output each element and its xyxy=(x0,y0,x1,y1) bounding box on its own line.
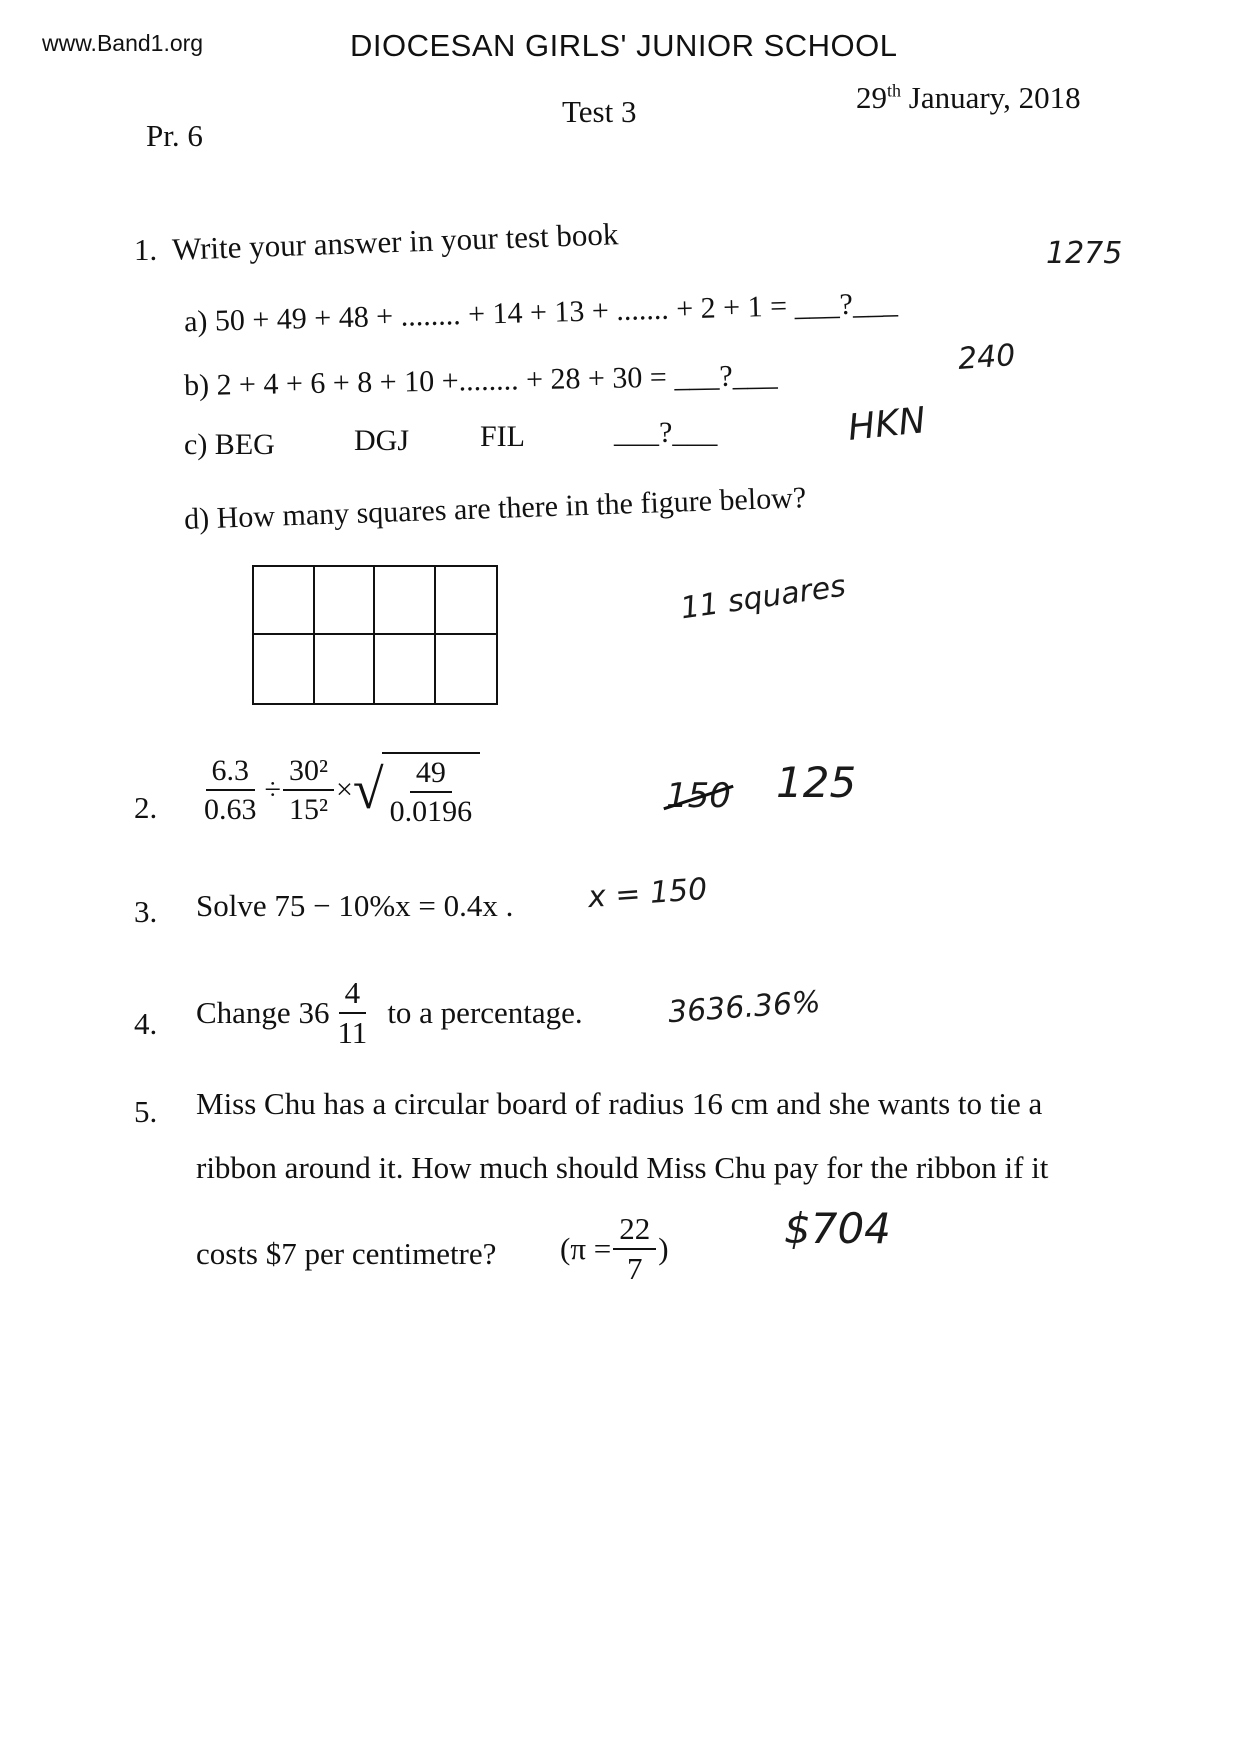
q2-f3-denominator: 0.0196 xyxy=(389,795,473,828)
grid-cell xyxy=(254,635,315,703)
q4-fraction xyxy=(331,976,373,1050)
q5-pi-numerator: 22 xyxy=(613,1212,656,1250)
q4-numerator: 4 xyxy=(339,976,367,1014)
q5-number: 5. xyxy=(134,1094,158,1129)
q3-answer: x = 150 xyxy=(586,871,709,916)
q1d-text: d) How many squares are there in the figure below? xyxy=(183,481,807,536)
class-label: Pr. 6 xyxy=(146,118,203,153)
q5-pi-note xyxy=(560,1212,669,1286)
q1b-text: b) 2 + 4 + 6 + 8 + 10 +........ + 28 + 30 = ___?___ xyxy=(183,358,778,403)
q2-f3-numerator: 49 xyxy=(410,756,452,793)
q5-pi-prefix: (π = xyxy=(560,1231,612,1267)
test-title: Test 3 xyxy=(562,94,637,129)
q5-line-3: costs $7 per centimetre? xyxy=(196,1236,497,1271)
q5-answer: $704 xyxy=(784,1204,891,1253)
q2-f1-denominator: 0.63 xyxy=(204,793,257,826)
q5-pi-denominator: 7 xyxy=(626,1251,643,1287)
grid-cell xyxy=(436,635,497,703)
radical-sign-icon: √ xyxy=(352,759,384,821)
q1c-blank: ___?___ xyxy=(614,416,718,449)
grid-cell xyxy=(436,567,497,635)
q2-square-root xyxy=(353,752,480,828)
grid-cell xyxy=(315,635,376,703)
q1-instruction: Write your answer in your test book xyxy=(171,216,619,267)
q4-denominator: 11 xyxy=(337,1015,368,1051)
date-rest: January, 2018 xyxy=(908,80,1081,115)
q1a-answer: 1275 xyxy=(1046,236,1123,271)
q3-text: Solve 75 − 10%x = 0.4x . xyxy=(196,888,514,923)
q2-answer: 125 xyxy=(776,758,857,807)
q5-pi-fraction xyxy=(613,1212,656,1286)
q2-expression xyxy=(196,752,480,828)
q2-f2-numerator: 30² xyxy=(283,754,334,791)
q1-number: 1. xyxy=(134,232,158,267)
q2-fraction-1 xyxy=(198,754,263,826)
grid-cell xyxy=(254,567,315,635)
website-url: www.Band1.org xyxy=(42,30,204,56)
q1c-term2: DGJ xyxy=(354,424,410,457)
square-grid-figure xyxy=(252,565,498,705)
q2-times-sign: × xyxy=(335,773,353,806)
school-name: DIOCESAN GIRLS' JUNIOR SCHOOL xyxy=(350,28,898,63)
q2-struck-answer: 150 xyxy=(666,776,731,816)
q1a-text: a) 50 + 49 + 48 + ........ + 14 + 13 + ....... + 2 + 1 = ___?___ xyxy=(183,286,899,339)
test-date xyxy=(856,80,1081,116)
q2-fraction-3 xyxy=(384,756,479,828)
q3-number: 3. xyxy=(134,894,158,929)
q2-f2-denominator: 15² xyxy=(288,793,328,826)
q1d-answer: 11 squares xyxy=(678,568,848,627)
grid-cell xyxy=(375,567,436,635)
grid-cell xyxy=(315,567,376,635)
q4-number: 4. xyxy=(134,1006,158,1041)
q4-prefix: Change 36 xyxy=(196,995,330,1031)
q1c-answer: HKN xyxy=(846,400,928,449)
q2-f1-numerator: 6.3 xyxy=(206,754,256,791)
q2-fraction-2 xyxy=(283,754,334,826)
q2-root-body xyxy=(382,752,481,828)
grid-cell xyxy=(375,635,436,703)
q1b-answer: 240 xyxy=(956,338,1017,377)
q2-divide-sign: ÷ xyxy=(264,773,281,806)
q2-number: 2. xyxy=(134,790,158,825)
date-day: 29 xyxy=(856,80,887,115)
q5-line-1: Miss Chu has a circular board of radius 16 cm and she wants to tie a xyxy=(196,1086,1043,1121)
date-suffix: th xyxy=(887,80,902,101)
q5-pi-suffix: ) xyxy=(658,1231,669,1267)
q5-line-2: ribbon around it. How much should Miss Chu pay for the ribbon if it xyxy=(196,1150,1049,1185)
q4-text xyxy=(196,976,583,1050)
q1c-label: c) BEG xyxy=(184,428,275,461)
q1c-term3: FIL xyxy=(480,420,525,453)
q4-answer: 3636.36% xyxy=(666,984,822,1031)
q4-suffix: to a percentage. xyxy=(387,995,583,1031)
